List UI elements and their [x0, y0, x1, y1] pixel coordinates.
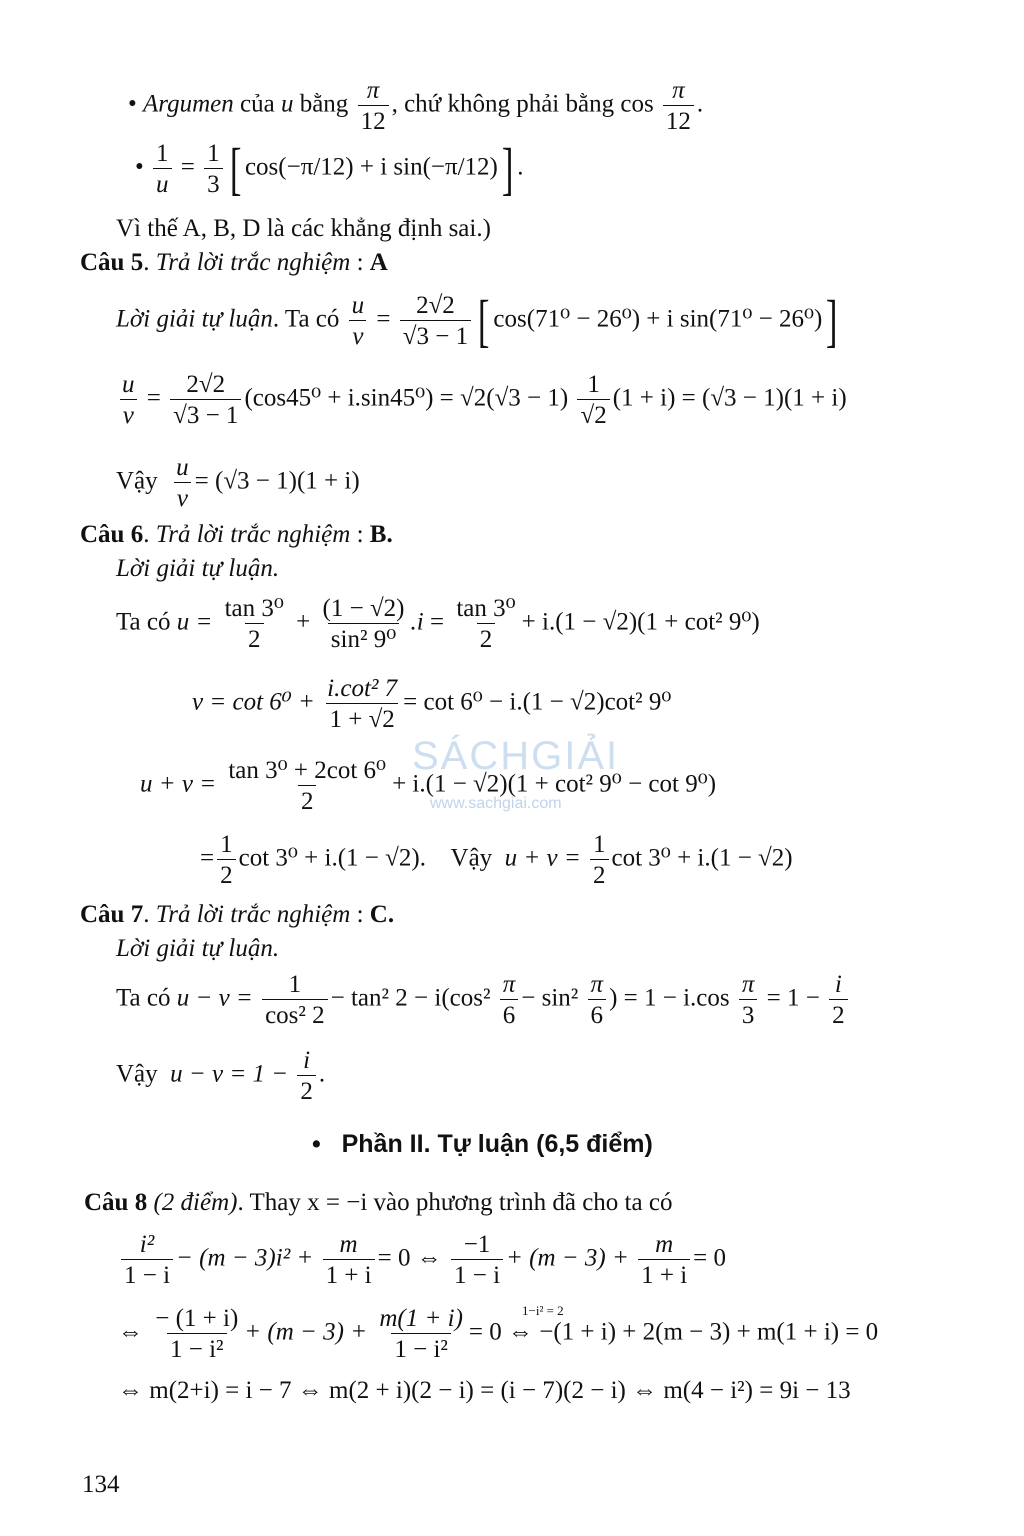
cau-5-result: Vậy $\frac{u}{v}$ = (√3 − 1)(1 + i): [116, 454, 360, 512]
part-2-heading: • Phần II. Tự luận (6,5 điểm): [312, 1130, 653, 1158]
cau-6-sum: u + v = $\frac{\text{tan 3⁰ + 2cot 6⁰}}{2}$ + i.(1 − √2)(1 + cot² 9⁰ − cot 9⁰): [140, 757, 717, 815]
conclusion-line: Vì thế A, B, D là các khẳng định sai.): [116, 215, 491, 242]
cau-6-u: Ta có u = $\frac{\text{tan 3⁰}}{2}$ + $\frac{(1 - √2)}{\text{sin² 9⁰}}$ .i = $\frac{\text{tan 3⁰}}{2}$ + i.(1 − √2)(1 + cot² 9⁰): [116, 595, 760, 653]
cau-7-step: Ta có u − v = $\frac{1}{\text{cos² 2}}$ − tan² 2 − i(cos² $\frac{\pi}{6}$ − sin² $\frac{\pi}{6}$ ) = 1 − i.cos $\frac{\pi}{3}$ = 1 − $\frac{i}{2}$: [116, 972, 851, 1028]
cau-6-v: v = cot 6⁰ + $\frac{\text{i.cot² 7}}{1 + √2}$ = cot 6⁰ − i.(1 − √2)cot² 9⁰: [192, 675, 672, 733]
cau-8-heading: Câu 8 (2 điểm). Thay x = −i vào phương trình đã cho ta có: [84, 1189, 673, 1216]
argument-line: • Argumen của u bằng $\frac{\pi}{12}$ , chứ không phải bằng cos $\frac{\pi}{12}$ .: [128, 77, 704, 135]
cau-8-note: 1−i² = 2: [522, 1303, 564, 1318]
cau-5-heading: Câu 5. Trả lời trắc nghiệm : A: [80, 249, 388, 276]
watermark-url: www.sachgiai.com: [430, 795, 562, 812]
cau-8-eq3: ⇔ m(2+i) = i − 7 ⇔ m(2 + i)(2 − i) = (i − 7)(2 − i) ⇔ m(4 − i²) = 9i − 13: [118, 1377, 851, 1404]
cau-6-result: = $\frac{1}{2}$ cot 3⁰ + i.(1 − √2). Vậy u + v = $\frac{1}{2}$ cot 3⁰ + i.(1 − √2): [200, 831, 793, 889]
watermark-logo: SÁCHGIẢI: [412, 734, 620, 778]
cau-5-line2: $\frac{u}{v}$ = $\frac{2√2}{√3 - 1}$ (cos45⁰ + i.sin45⁰) = √2(√3 − 1) $\frac{1}{√2}$ (1 + i) = (√3 − 1)(1 + i): [116, 372, 847, 428]
cau-8-eq1: $\frac{\text{i²}}{1 - i}$ − (m − 3)i² + $\frac{m}{1 + i}$ = 0 ⇔ $\frac{-1}{1 - i}$ + (m − 3) + $\frac{m}{1 + i}$ = 0: [118, 1232, 726, 1288]
cau-7-intro: Lời giải tự luận.: [116, 935, 280, 962]
frac-pi-12: $\frac{\pi}{12}$: [358, 78, 389, 134]
page-number: 134: [82, 1471, 120, 1498]
cau-5-line1: Lời giải tự luận. Ta có $\frac{u}{v}$ = $\frac{2√2}{√3 - 1}$ [ cos(71⁰ − 26⁰) + i sin(71⁰ − 26⁰)]: [116, 288, 838, 353]
inverse-line: • $\frac{1}{u}$ = $\frac{1}{3}$ [ cos(−π/12) + i sin(−π/12)] .: [135, 136, 524, 201]
cau-7-heading: Câu 7. Trả lời trắc nghiệm : C.: [80, 901, 395, 928]
cau-6-intro: Lời giải tự luận.: [116, 555, 280, 582]
cau-6-heading: Câu 6. Trả lời trắc nghiệm : B.: [80, 521, 393, 548]
frac-pi-12-b: $\frac{\pi}{12}$: [663, 78, 694, 134]
cau-7-result: Vậy u − v = 1 − $\frac{i}{2}$ .: [116, 1047, 326, 1105]
cau-8-eq2: ⇔ $\frac{- (1 + i)}{\text{1 − i²}}$ + (m − 3) + $\frac{m(1 + i)}{\text{1 − i²}}$ = 0 ⇔ −(1 + i) + 2(m − 3) + m(1 + i) = 0: [118, 1305, 879, 1363]
